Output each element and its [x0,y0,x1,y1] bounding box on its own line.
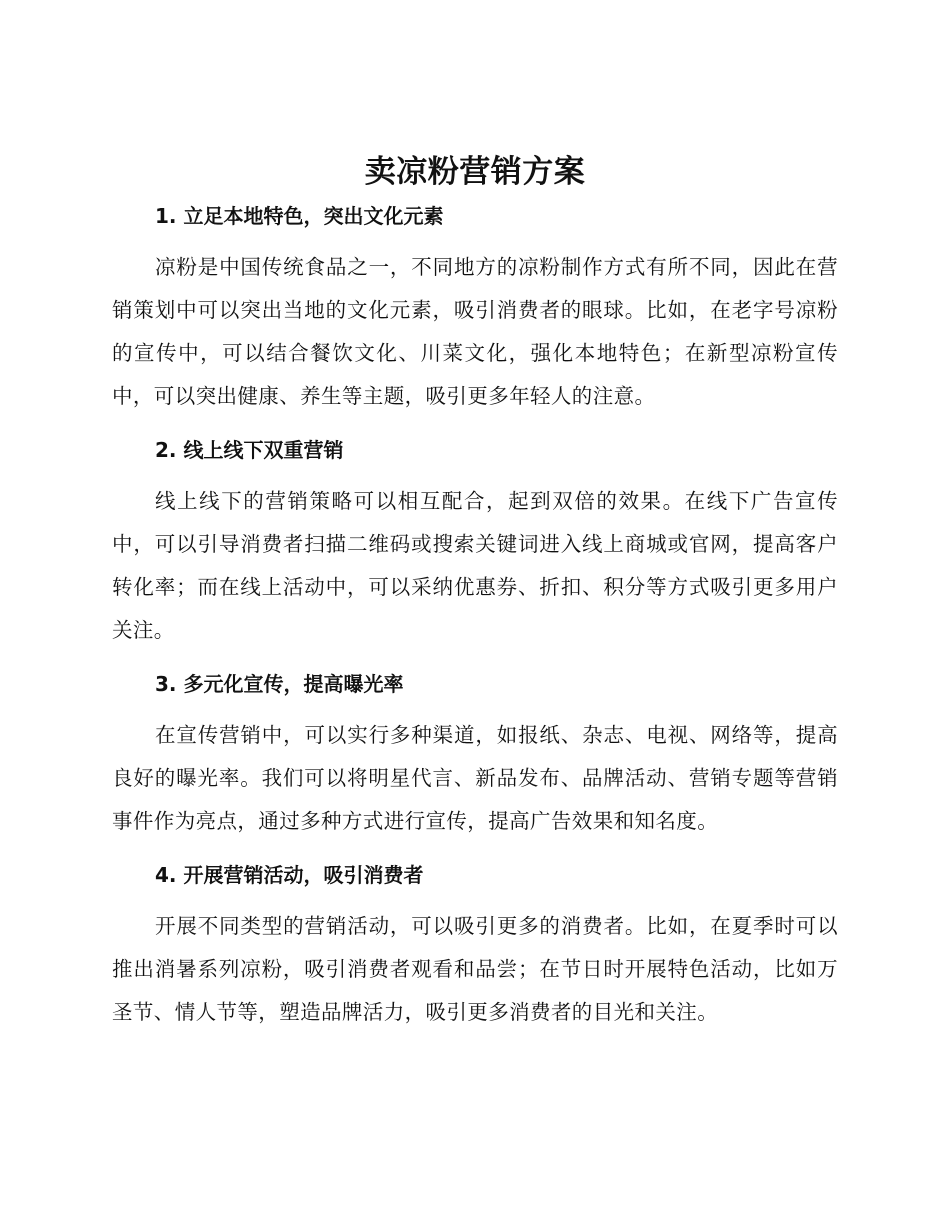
section-paragraph: 在宣传营销中，可以实行多种渠道，如报纸、杂志、电视、网络等，提高良好的曝光率。我们可以将明星代言、新品发布、品牌活动、营销专题等营销事件作为亮点，通过多种方式进行宣传，提高广告效果和知名度。 [112,723,838,833]
section-3 [112,666,838,843]
section-paragraph: 开展不同类型的营销活动，可以吸引更多的消费者。比如，在夏季时可以推出消暑系列凉粉，吸引消费者观看和品尝；在节日时开展特色活动，比如万圣节、情人节等，塑造品牌活力，吸引更多消费者的目光和关注。 [112,914,838,1024]
section-heading: 4. 开展营销活动，吸引消费者 [155,863,424,887]
section-paragraph: 凉粉是中国传统食品之一，不同地方的凉粉制作方式有所不同，因此在营销策划中可以突出当地的文化元素，吸引消费者的眼球。比如，在老字号凉粉的宣传中，可以结合餐饮文化、川菜文化，强化本地特色；在新型凉粉宣传中，可以突出健康、养生等主题，吸引更多年轻人的注意。 [112,255,838,408]
document-title: 卖凉粉营销方案 [364,154,586,190]
section-heading: 3. 多元化宣传，提高曝光率 [155,672,404,696]
section-1 [112,198,838,418]
section-4 [112,857,838,1034]
section-heading: 2. 线上线下双重营销 [155,438,344,462]
section-2 [112,432,838,652]
section-paragraph: 线上线下的营销策略可以相互配合，起到双倍的效果。在线下广告宣传中，可以引导消费者扫描二维码或搜索关键词进入线上商城或官网，提高客户转化率；而在线上活动中，可以采纳优惠券、折扣、积分等方式吸引更多用户关注。 [112,489,838,642]
section-heading: 1. 立足本地特色，突出文化元素 [155,204,444,228]
